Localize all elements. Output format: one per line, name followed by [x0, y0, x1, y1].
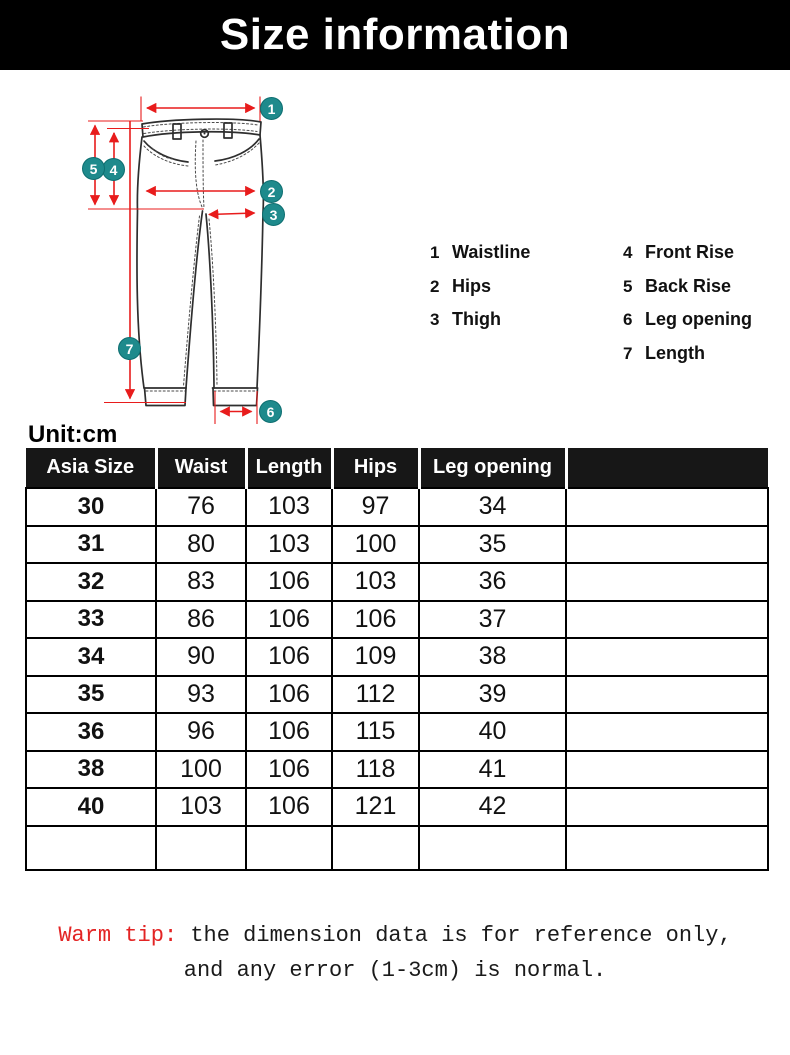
- asia-size-cell: 40: [26, 788, 156, 826]
- diagram-marker-back-rise: 5: [82, 157, 105, 180]
- measurement-cell: [566, 488, 768, 526]
- measurement-cell: [566, 751, 768, 789]
- measurement-cell: 103: [156, 788, 246, 826]
- size-table-row: [26, 676, 768, 714]
- measurement-cell: [566, 601, 768, 639]
- diagram-marker-waistline: 1: [260, 97, 283, 120]
- measurement-cell: 106: [246, 788, 332, 826]
- measurement-cell: [246, 826, 332, 870]
- legend-number: 4: [623, 243, 633, 262]
- legend-label: Thigh: [452, 309, 501, 329]
- pants-measurement-diagram-icon: [70, 85, 315, 435]
- measurement-cell: [566, 713, 768, 751]
- diagram-marker-length: 7: [118, 337, 141, 360]
- size-table-header-row: [26, 448, 768, 488]
- size-table-row: [26, 563, 768, 601]
- measurement-cell: 106: [332, 601, 419, 639]
- measurement-cell: [566, 788, 768, 826]
- asia-size-cell: 35: [26, 676, 156, 714]
- warm-tip-label: Warm tip:: [58, 923, 178, 948]
- size-table-row: [26, 826, 768, 870]
- unit-label: Unit:cm: [28, 421, 118, 448]
- measurement-cell: [566, 676, 768, 714]
- measurement-cell: 118: [332, 751, 419, 789]
- measurement-cell: 37: [419, 601, 566, 639]
- measurement-cell: [419, 826, 566, 870]
- measurement-cell: 109: [332, 638, 419, 676]
- pants-outline: [137, 119, 263, 405]
- col-header-blank: [566, 448, 768, 488]
- measurement-cell: 83: [156, 563, 246, 601]
- measurement-cell: 86: [156, 601, 246, 639]
- legend-item-thigh: [430, 309, 530, 330]
- measurement-cell: 93: [156, 676, 246, 714]
- measurement-cell: 100: [332, 526, 419, 564]
- col-header-hips: Hips: [332, 448, 419, 488]
- measurement-cell: 121: [332, 788, 419, 826]
- measurement-cell: 100: [156, 751, 246, 789]
- legend-column-left: [430, 242, 530, 343]
- legend-number: 5: [623, 276, 633, 296]
- warm-tip-line1: [0, 918, 790, 953]
- measurement-cell: 42: [419, 788, 566, 826]
- legend-label: Leg opening: [645, 309, 752, 329]
- asia-size-cell: 34: [26, 638, 156, 676]
- legend-label: Length: [645, 342, 705, 363]
- measurement-cell: 103: [246, 488, 332, 526]
- measurement-cell: 38: [419, 638, 566, 676]
- measurement-cell: 103: [332, 563, 419, 601]
- diagram-marker-front-rise: 4: [102, 158, 125, 181]
- measurement-cell: 76: [156, 488, 246, 526]
- col-header-leg-opening: Leg opening: [419, 448, 566, 488]
- legend-label: Front Rise: [645, 242, 735, 262]
- size-table-row: [26, 788, 768, 826]
- diagram-marker-leg-opening: 6: [259, 400, 282, 423]
- title-banner: [0, 0, 790, 70]
- measurement-cell: [566, 563, 768, 601]
- legend-item-hips: [430, 276, 530, 297]
- asia-size-cell: 36: [26, 713, 156, 751]
- measurement-cell: [566, 526, 768, 564]
- page-title: Size information: [219, 10, 571, 59]
- size-table-row: [26, 526, 768, 564]
- measurement-cell: 96: [156, 713, 246, 751]
- size-table-row: [26, 751, 768, 789]
- legend-number: 3: [430, 310, 440, 329]
- warm-tip-text1: the dimension data is for reference only,: [190, 923, 732, 948]
- measurement-cell: 106: [246, 676, 332, 714]
- size-table-row: [26, 488, 768, 526]
- measurement-cell: [156, 826, 246, 870]
- size-table-body: [26, 488, 768, 870]
- warm-tip-line2: and any error (1-3cm) is normal.: [183, 958, 607, 983]
- legend-number: 6: [623, 310, 633, 329]
- measurement-cell: 106: [246, 601, 332, 639]
- col-header-length: Length: [246, 448, 332, 488]
- measurement-cell: 41: [419, 751, 566, 789]
- measurement-cell: 80: [156, 526, 246, 564]
- measurement-cell: [566, 638, 768, 676]
- measurement-cell: 36: [419, 563, 566, 601]
- diagram-marker-hips: 2: [260, 180, 283, 203]
- size-table-row: [26, 601, 768, 639]
- asia-size-cell: [26, 826, 156, 870]
- asia-size-cell: 33: [26, 601, 156, 639]
- legend-number: 2: [430, 276, 440, 296]
- legend-column-right: [623, 242, 752, 376]
- measurement-cell: 106: [246, 638, 332, 676]
- asia-size-cell: 30: [26, 488, 156, 526]
- warm-tip: [0, 918, 790, 988]
- legend-number: 7: [623, 343, 633, 363]
- measurement-cell: 90: [156, 638, 246, 676]
- measurement-cell: [332, 826, 419, 870]
- legend-label: Waistline: [452, 242, 531, 262]
- measurement-cell: 97: [332, 488, 419, 526]
- measurement-arrows: [88, 97, 260, 425]
- measurement-cell: 40: [419, 713, 566, 751]
- asia-size-cell: 31: [26, 526, 156, 564]
- size-table-row: [26, 713, 768, 751]
- measurement-cell: 103: [246, 526, 332, 564]
- legend-item-front-rise: [623, 242, 752, 263]
- asia-size-cell: 38: [26, 751, 156, 789]
- legend-item-length: [623, 343, 752, 364]
- measurement-cell: 115: [332, 713, 419, 751]
- size-table-row: [26, 638, 768, 676]
- diagram-marker-thigh: 3: [262, 203, 285, 226]
- col-header-asia-size: Asia Size: [26, 448, 156, 488]
- measurement-cell: 106: [246, 751, 332, 789]
- measurement-cell: [566, 826, 768, 870]
- legend-label: Back Rise: [645, 275, 732, 296]
- measurement-cell: 106: [246, 563, 332, 601]
- legend-number: 1: [430, 243, 440, 262]
- measurement-cell: 35: [419, 526, 566, 564]
- legend-item-waistline: [430, 242, 530, 263]
- measurement-cell: 112: [332, 676, 419, 714]
- legend-item-leg-opening: [623, 309, 752, 330]
- asia-size-cell: 32: [26, 563, 156, 601]
- legend-label: Hips: [452, 275, 492, 296]
- measurement-cell: 39: [419, 676, 566, 714]
- measurement-cell: 34: [419, 488, 566, 526]
- col-header-waist: Waist: [156, 448, 246, 488]
- measurement-cell: 106: [246, 713, 332, 751]
- legend-item-back-rise: [623, 276, 752, 297]
- size-table: [25, 448, 769, 871]
